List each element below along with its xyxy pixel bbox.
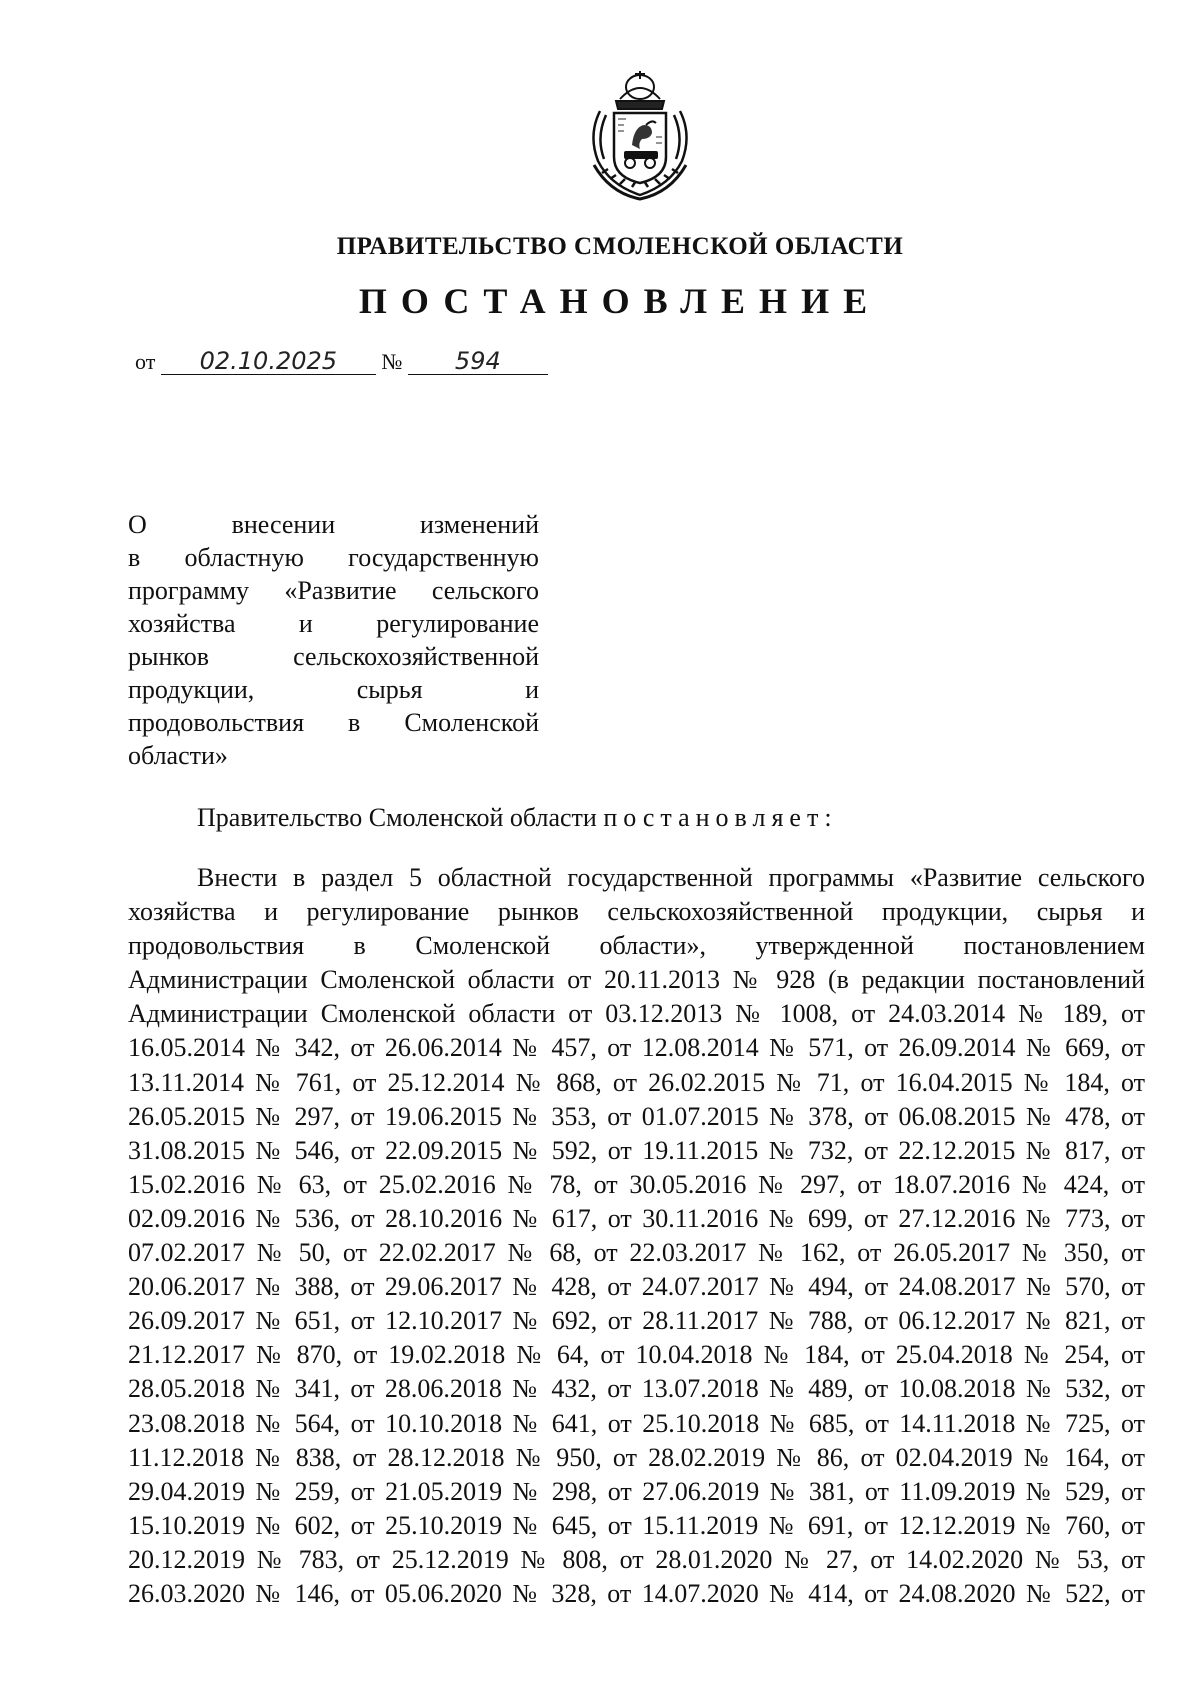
date-prefix: от — [135, 349, 156, 374]
subject-block — [128, 508, 539, 772]
body-line: 26.09.2017 № 651, от 12.10.2017 № 692, от 28.11.2017 № 788, от 06.12.2017 № 821, от — [128, 1306, 1145, 1336]
body-line: 21.12.2017 № 870, от 19.02.2018 № 64, от 10.04.2018 № 184, от 25.04.2018 № 254, от — [128, 1340, 1145, 1370]
resolves-lead: Правительство Смоленской области — [197, 803, 604, 832]
document-type-heading: ПОСТАНОВЛЕНИЕ — [358, 281, 882, 321]
subject-line: рынков сельскохозяйственной — [128, 642, 539, 671]
body-line: хозяйства и регулирование рынков сельскохозяйственной продукции, сырья и — [128, 897, 1145, 927]
subject-line: в областную государственную — [128, 543, 539, 572]
body-line: 02.09.2016 № 536, от 28.10.2016 № 617, от 30.11.2016 № 699, от 27.12.2016 № 773, от — [128, 1203, 1145, 1233]
body-line: 20.06.2017 № 388, от 29.06.2017 № 428, от 24.07.2017 № 494, от 24.08.2017 № 570, от — [128, 1272, 1145, 1302]
number-prefix: № — [381, 349, 403, 374]
handwritten-number: 594 — [408, 348, 548, 375]
body-line: 13.11.2014 № 761, от 25.12.2014 № 868, от 26.02.2015 № 71, от 16.04.2015 № 184, от — [128, 1067, 1145, 1097]
body-line: 26.05.2015 № 297, от 19.06.2015 № 353, от 01.07.2015 № 378, от 06.08.2015 № 478, от — [128, 1101, 1145, 1131]
body-line: 20.12.2019 № 783, от 25.12.2019 № 808, от 28.01.2020 № 27, от 14.02.2020 № 53, от — [128, 1544, 1145, 1574]
coat-of-arms-emblem — [580, 65, 700, 205]
body-line: Внести в раздел 5 областной государственной программы «Развитие сельского — [197, 863, 1145, 892]
subject-line: программу «Развитие сельского — [128, 576, 539, 605]
body-line: 31.08.2015 № 546, от 22.09.2015 № 592, от 19.11.2015 № 732, от 22.12.2015 № 817, от — [128, 1135, 1145, 1165]
body-paragraph — [128, 861, 1145, 1611]
body-line: 23.08.2018 № 564, от 10.10.2018 № 641, от 25.10.2018 № 685, от 14.11.2018 № 725, от — [128, 1408, 1145, 1438]
subject-line: области» — [128, 741, 228, 770]
body-line: Администрации Смоленской области от 20.11.2013 № 928 (в редакции постановлений — [128, 965, 1145, 995]
government-title: ПРАВИТЕЛЬСТВО СМОЛЕНСКОЙ ОБЛАСТИ — [336, 233, 904, 260]
subject-line: продовольствия в Смоленской — [128, 708, 539, 737]
body-line: 15.02.2016 № 63, от 25.02.2016 № 78, от 30.05.2016 № 297, от 18.07.2016 № 424, от — [128, 1169, 1145, 1199]
smolensk-coat-of-arms-icon — [580, 65, 700, 205]
body-line: продовольствия в Смоленской области», утвержденной постановлением — [128, 931, 1145, 961]
body-line: 28.05.2018 № 341, от 28.06.2018 № 432, от 13.07.2018 № 489, от 10.08.2018 № 532, от — [128, 1374, 1145, 1404]
body-line: 07.02.2017 № 50, от 22.02.2017 № 68, от 22.03.2017 № 162, от 26.05.2017 № 350, от — [128, 1238, 1145, 1268]
body-line: 16.05.2014 № 342, от 26.06.2014 № 457, от 12.08.2014 № 571, от 26.09.2014 № 669, от — [128, 1033, 1145, 1063]
handwritten-date: 02.10.2025 — [161, 348, 376, 375]
body-line: 15.10.2019 № 602, от 25.10.2019 № 645, от 15.11.2019 № 691, от 12.12.2019 № 760, от — [128, 1510, 1145, 1540]
subject-line: хозяйства и регулирование — [128, 609, 539, 638]
body-line: Администрации Смоленской области от 03.12.2013 № 1008, от 24.03.2014 № 189, от — [128, 999, 1145, 1029]
resolves-statement — [197, 803, 838, 833]
subject-line: продукции, сырья и — [128, 675, 539, 704]
subject-line: О внесении изменений — [128, 510, 539, 539]
registration-line — [135, 348, 548, 375]
resolves-verb: постановляет: — [603, 803, 838, 832]
body-line: 29.04.2019 № 259, от 21.05.2019 № 298, от 27.06.2019 № 381, от 11.09.2019 № 529, от — [128, 1476, 1145, 1506]
body-line: 11.12.2018 № 838, от 28.12.2018 № 950, от 28.02.2019 № 86, от 02.04.2019 № 164, от — [128, 1442, 1145, 1472]
body-line: 26.03.2020 № 146, от 05.06.2020 № 328, от 14.07.2020 № 414, от 24.08.2020 № 522, от — [128, 1578, 1145, 1608]
